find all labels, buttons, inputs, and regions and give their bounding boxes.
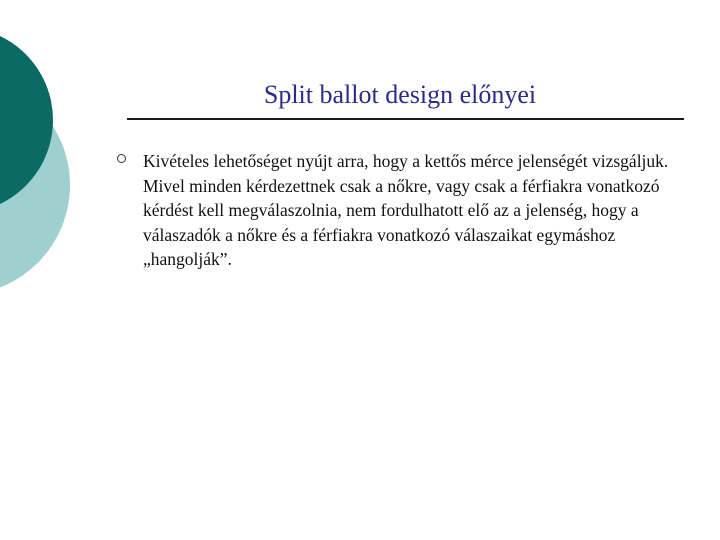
slide-title: Split ballot design előnyei bbox=[263, 80, 537, 109]
hollow-circle-bullet-icon bbox=[117, 154, 126, 163]
decorative-circles bbox=[0, 0, 80, 290]
title-underline bbox=[127, 118, 684, 120]
bullet-text: Kivételes lehetőséget nyújt arra, hogy a kettős mérce jelenségét vizsgáljuk. Mivel minden kérdezettnek csak a nőkre, vagy csak a férfiakra vonatkozó kérdést kell megválaszolnia, nem fordulhatott elő az a jelenség, hogy a válaszadók a nőkre és a férfiakra vonatkozó válaszaikat egymáshoz „hangolják”. bbox=[143, 151, 669, 269]
